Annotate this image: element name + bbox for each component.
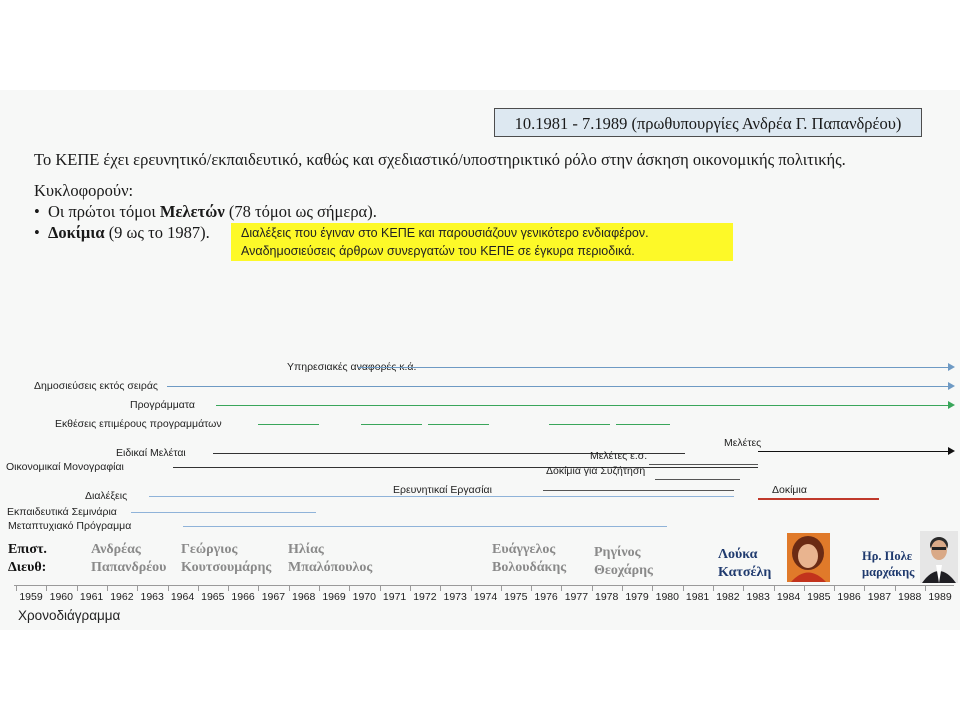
director-katseli — [718, 546, 771, 582]
year-label: 1971 — [382, 591, 407, 603]
year-label: 1989 — [928, 591, 952, 603]
year-label: 1984 — [776, 591, 801, 603]
director-line-2: Κουτσουμάρης — [181, 560, 272, 575]
year-label: 1975 — [504, 591, 528, 603]
director-line-1: Ηλίας — [288, 542, 324, 557]
series-bar — [358, 367, 949, 368]
year-label: 1981 — [685, 591, 710, 603]
director-papandreou — [91, 541, 166, 577]
director-line-1: Ευάγγελος — [492, 542, 556, 557]
year-label: 1968 — [292, 591, 316, 603]
year-label: 1969 — [322, 591, 346, 603]
year-label: 1965 — [201, 591, 225, 603]
year-label: 1977 — [564, 591, 589, 603]
series-bar — [183, 526, 668, 527]
director-line-1: Ρηγίνος — [594, 545, 641, 560]
series-bar — [758, 498, 879, 500]
note-line-2: Αναδημοσιεύσεις άρθρων συνεργατών του ΚΕΠΕ σε έγκυρα περιοδικά. — [241, 244, 635, 258]
polemarchakis-portrait-icon — [920, 531, 958, 583]
series-bar — [616, 424, 671, 425]
series-bar — [131, 512, 316, 513]
bullet-dot: • — [34, 202, 40, 221]
year-label: 1966 — [231, 591, 255, 603]
series-label: Δημοσιεύσεις εκτός σειράς — [34, 380, 158, 392]
series-bar — [655, 479, 740, 480]
series-bar — [167, 386, 949, 387]
series-label: Προγράμματα — [130, 399, 195, 411]
director-line-1: Ανδρέας — [91, 542, 141, 557]
series-label: Εκπαιδευτικά Σεμινάρια — [7, 506, 117, 518]
series-label: Μελέτες ε.σ. — [590, 450, 648, 462]
arrow-head-icon — [948, 447, 955, 455]
series-label: Οικονομικαί Μονογραφίαι — [6, 461, 124, 473]
director-line-2: Θεοχάρης — [594, 563, 653, 578]
year-label: 1976 — [534, 591, 558, 603]
arrow-head-icon — [948, 382, 955, 390]
year-label: 1988 — [898, 591, 922, 603]
series-label: Ειδικαί Μελέται — [116, 447, 186, 459]
year-label: 1960 — [49, 591, 73, 603]
year-label: 1963 — [140, 591, 164, 603]
director-line-2: Βολουδάκης — [492, 560, 567, 575]
director-line-1: Γεώργιος — [181, 542, 238, 557]
series-label: Δοκίμια για Συζήτηση — [546, 465, 646, 477]
arrow-head-icon — [948, 363, 955, 371]
director-koutsoumaris — [181, 541, 271, 577]
year-label: 1986 — [837, 591, 861, 603]
series-bar — [173, 467, 758, 468]
director-line-1: Λούκα — [718, 547, 758, 562]
arrow-head-icon — [948, 401, 955, 409]
bullet-studies-post: (78 τόμοι ως σήμερα). — [224, 202, 377, 221]
year-label: 1961 — [79, 591, 104, 603]
series-bar — [149, 496, 734, 497]
series-label: Διαλέξεις — [85, 490, 128, 502]
year-label: 1962 — [110, 591, 134, 603]
timeline-axis — [14, 585, 954, 586]
note-line-1: Διαλέξεις που έγιναν στο ΚΕΠΕ και παρουσιάζουν γενικότερο ενδιαφέρον. — [241, 226, 649, 240]
bullet-dot: • — [34, 223, 40, 242]
series-bar — [758, 451, 949, 452]
series-label: Μελέτες — [724, 437, 762, 449]
series-label: Μεταπτυχιακό Πρόγραμμα — [8, 520, 132, 532]
katseli-portrait-icon — [787, 533, 830, 582]
year-label: 1987 — [867, 591, 892, 603]
director-line-2: μαρχάκης — [862, 565, 915, 579]
series-bar — [428, 424, 489, 425]
director-balopoulos — [288, 541, 372, 577]
year-label: 1983 — [746, 591, 770, 603]
series-label: Υπηρεσιακές αναφορές κ.ά. — [287, 361, 417, 373]
director-line-2: Παπανδρέου — [91, 560, 167, 575]
year-label: 1970 — [352, 591, 376, 603]
year-label: 1982 — [716, 591, 740, 603]
director-theocharis — [594, 544, 653, 580]
bullet-essays — [34, 223, 210, 243]
series-bar — [549, 424, 610, 425]
year-label: 1978 — [595, 591, 619, 603]
director-line-1: Ηρ. Πολε — [862, 549, 913, 563]
note-box — [231, 223, 733, 261]
series-bar — [361, 424, 422, 425]
bullet-essays-post: (9 ως το 1987). — [104, 223, 210, 242]
year-label: 1979 — [625, 591, 649, 603]
series-label: Δοκίμια — [772, 484, 807, 496]
bullet-studies-pre: Οι πρώτοι τόμοι — [48, 202, 160, 221]
series-label: Εκθέσεις επιμέρους προγραμμάτων — [55, 418, 222, 430]
intro-text: Το ΚΕΠΕ έχει ερευνητικό/εκπαιδευτικό, καθώς και σχεδιαστικό/υποστηρικτικό ρόλο στην άσκηση οικονομικής πολιτικής. — [34, 150, 846, 169]
series-bar — [258, 424, 319, 425]
series-bar — [216, 405, 949, 406]
polemarchakis-photo — [920, 531, 958, 583]
series-label: Ερευνητικαί Εργασίαι — [393, 484, 492, 496]
series-bar — [649, 464, 758, 465]
year-label: 1973 — [443, 591, 467, 603]
director-line-2: Κατσέλη — [718, 565, 772, 580]
bullet-studies — [34, 202, 377, 222]
timeline-title: Χρονοδιάγραμμα — [18, 608, 121, 623]
katseli-photo — [787, 533, 830, 582]
slide — [0, 90, 960, 630]
bullet-essays-bold: Δοκίμια — [48, 223, 105, 242]
directors-label — [8, 541, 47, 577]
directors-label-line-1: Επιστ. — [8, 542, 47, 557]
year-label: 1985 — [807, 591, 831, 603]
director-polemarchakis — [862, 548, 920, 580]
year-label: 1964 — [170, 591, 195, 603]
year-label: 1980 — [655, 591, 679, 603]
year-label: 1974 — [473, 591, 498, 603]
year-label: 1967 — [261, 591, 286, 603]
year-label: 1959 — [19, 591, 43, 603]
year-label: 1972 — [413, 591, 437, 603]
circulation-title: Κυκλοφορούν: — [34, 181, 134, 200]
director-voloudakis — [492, 541, 566, 577]
series-bar — [543, 490, 734, 491]
directors-label-line-2: Διευθ: — [8, 560, 47, 575]
period-box: 10.1981 - 7.1989 (πρωθυπουργίες Ανδρέα Γ. Παπανδρέου) — [494, 108, 922, 137]
bullet-studies-bold: Μελετών — [159, 202, 225, 221]
director-line-2: Μπαλόπουλος — [288, 560, 373, 575]
